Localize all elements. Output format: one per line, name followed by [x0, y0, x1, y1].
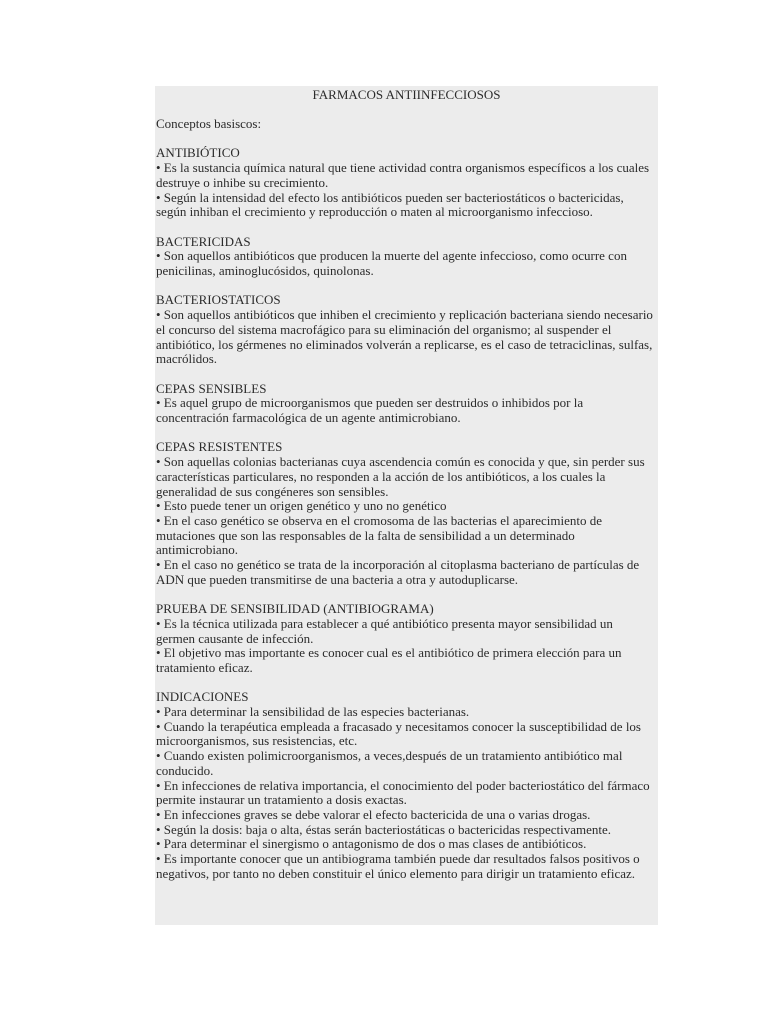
bullet-item: • Es la sustancia química natural que tiene actividad contra organismos específicos a los cuales destruye o inhibe su crecimiento.: [156, 160, 650, 190]
document-title: FARMACOS ANTIINFECCIOSOS: [312, 87, 501, 102]
document-page: [155, 86, 658, 925]
bullet-item: • Según la intensidad del efecto los antibióticos pueden ser bacteriostáticos o bactericidas, según inhiban el crecimiento y reproducción o maten al microorganismo infeccioso.: [156, 189, 624, 220]
intro-text: Conceptos basiscos:: [156, 116, 262, 131]
bullet-item: • En infecciones de relativa importancia, el conocimiento del poder bacteriostático del fármaco permite instaurar un tratamiento a dosis exactas.: [156, 777, 650, 808]
bullet-item: • Cuando existen polimicroorganismos, a veces,después de un tratamiento antibiótico mal conducido.: [156, 748, 623, 778]
section-heading: CEPAS SENSIBLES: [156, 380, 267, 396]
bullet-item: • Para determinar el sinergismo o antagonismo de dos o mas clases de antibióticos.: [156, 836, 587, 852]
section-heading: BACTERICIDAS: [156, 233, 251, 249]
bullet-list: [156, 396, 654, 425]
bullet-item: • En infecciones graves se debe valorar el efecto bactericida de una o varias drogas.: [156, 806, 591, 822]
section: [156, 293, 654, 367]
section-heading: ANTIBIÓTICO: [156, 145, 240, 161]
bullet-list: [156, 308, 654, 367]
bullet-item: • Según la dosis: baja o alta, éstas serán bacteriostáticas o bactericidas respectivamente.: [156, 821, 612, 837]
section: [156, 382, 654, 426]
section-heading: BACTERIOSTATICOS: [156, 292, 281, 308]
bullet-item: • En el caso genético se observa en el cromosoma de las bacterias el aparecimiento de mutaciones que son las responsables de la falta de sensibilidad a un determinado antimicrobiano.: [156, 512, 602, 558]
bullet-item: • Es importante conocer que un antibiograma también puede dar resultados falsos positivos o negativos, por tanto no deben constituir el único elemento para dirigir un tratamiento eficaz.: [156, 851, 640, 881]
bullet-item: • Es la técnica utilizada para establecer a qué antibiótico presenta mayor sensibilidad un germen causante de infección.: [156, 615, 613, 646]
bullet-item: • Para determinar la sensibilidad de las especies bacterianas.: [156, 704, 470, 720]
bullet-list: [156, 249, 654, 278]
bullet-item: • Son aquellos antibióticos que producen la muerte del agente infeccioso, como ocurre con penicilinas, aminoglucósidos, quinolonas.: [156, 248, 627, 278]
bullet-list: [156, 617, 654, 676]
bullet-item: • Son aquellas colonias bacterianas cuya ascendencia común es conocida y que, sin perder sus características particulares, no responden a la acción de los antibióticos, a los cuales la generalidad de sus congéneres son sensibles.: [156, 454, 645, 499]
section-heading: INDICACIONES: [156, 689, 249, 705]
section: [156, 690, 654, 881]
bullet-item: • El objetivo mas importante es conocer cual es el antibiótico de primera elección para un tratamiento eficaz.: [156, 645, 622, 675]
document-body: [156, 117, 654, 896]
section: [156, 602, 654, 676]
section: [156, 440, 654, 587]
bullet-list: [156, 705, 654, 881]
bullet-item: • Es aquel grupo de microorganismos que pueden ser destruidos o inhibidos por la concentración farmacológica de un agente antimicrobiano.: [156, 395, 584, 425]
section-heading: PRUEBA DE SENSIBILIDAD (ANTIBIOGRAMA): [156, 601, 434, 617]
section: [156, 235, 654, 279]
bullet-list: [156, 455, 654, 587]
bullet-item: • Esto puede tener un origen genético y uno no genético: [156, 498, 447, 514]
bullet-list: [156, 161, 654, 220]
bullet-item: • Cuando la terapéutica empleada a fracasado y necesitamos conocer la susceptibilidad de los microorganismos, sus resistencias, etc.: [156, 718, 641, 749]
bullet-item: • En el caso no genético se trata de la incorporación al citoplasma bacteriano de partículas de ADN que pueden transmitirse de una bacteria a otra y autoduplicarse.: [156, 557, 640, 587]
bullet-item: • Son aquellos antibióticos que inhiben el crecimiento y replicación bacteriana siendo necesario el concurso del sistema macrofágico para su eliminación del organismo; al suspender el antibiótico, los gérmenes no eliminados volverán a replicarse, es el caso de tetraciclinas, sulfas, macrólidos.: [156, 307, 653, 367]
section: [156, 146, 654, 220]
section-heading: CEPAS RESISTENTES: [156, 439, 283, 455]
